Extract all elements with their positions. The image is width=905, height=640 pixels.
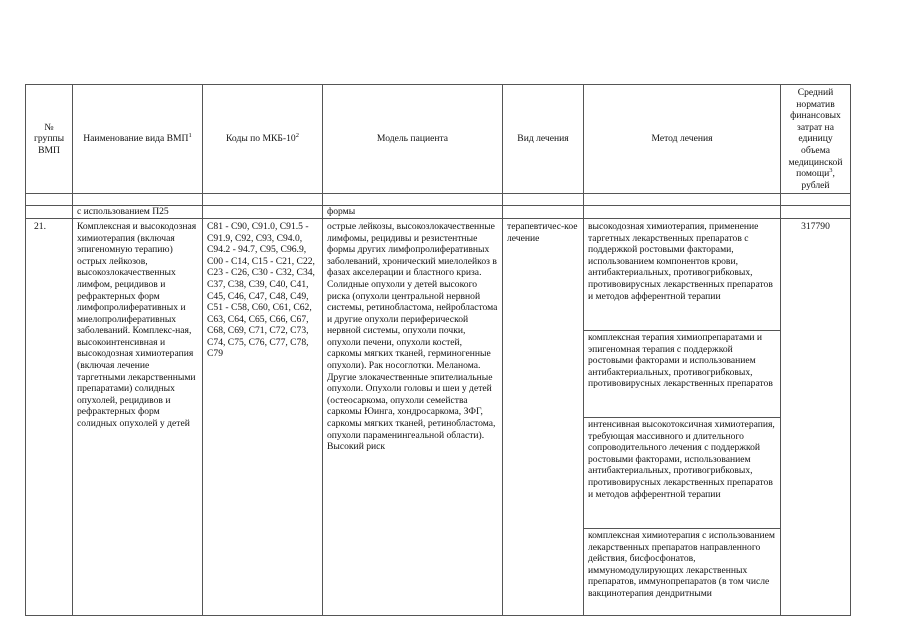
method-cell-4: комплексная химиотерапия с использованием лекарственных препаратов направленного действия, бисфосфонатов, иммуномодулирующих лекарственных препаратов, иммунопрепаратов (в том числе вакцинотерапия дендритными <box>584 528 781 615</box>
group-number-cell: 21. <box>26 218 73 615</box>
continuation-row <box>26 206 851 219</box>
method-cell-1: высокодозная химиотерапия, применение таргетных лекарственных препаратов с поддержкой ростовыми факторами, использованием компонентов крови, антибактериальных, противогрибковых, противовирусных лекарственных препаратов и методов афферентной терапии <box>584 218 781 330</box>
continuation-cost-cell <box>781 206 851 219</box>
continuation-model-cell: формы <box>323 206 503 219</box>
treatment-type-cell: терапевтичес-кое лечение <box>503 218 584 615</box>
continuation-num-cell <box>26 206 73 219</box>
blank-cell <box>503 194 584 206</box>
header-vmp-name: Наименование вида ВМП$^1$ <box>73 85 203 194</box>
continuation-method-cell <box>584 206 781 219</box>
continuation-name-cell: с использованием П25 <box>73 206 203 219</box>
average-cost-cell: 317790 <box>781 218 851 615</box>
blank-row <box>26 194 851 206</box>
continuation-codes-cell <box>203 206 323 219</box>
blank-cell <box>203 194 323 206</box>
header-average-cost: Средний норматив финансовых затрат на единицу объема медицинской помощи$^3$, рублей <box>781 85 851 194</box>
vmp-table <box>25 84 851 616</box>
header-treatment-method: Метод лечения <box>584 85 781 194</box>
method-cell-3: интенсивная высокотоксичная химиотерапия, требующая массивного и длительного сопроводительного лечения с поддержкой ростовыми факторами, использованием антибактериальных, противогрибковых, противовирусных лекарственных препаратов и методов афферентной терапии <box>584 417 781 528</box>
header-treatment-type: Вид лечения <box>503 85 584 194</box>
blank-cell <box>26 194 73 206</box>
table-header-row <box>26 85 851 194</box>
continuation-type-cell <box>503 206 584 219</box>
method-cell-2: комплексная терапия химиопрепаратами и эпигеномная терапия с поддержкой ростовыми факторами и использованием антибактериальных, противогрибковых, противовирусных лекарственных препаратов <box>584 330 781 417</box>
header-group-number: № группы ВМП <box>26 85 73 194</box>
patient-model-cell: острые лейкозы, высокозлокачественные лимфомы, рецидивы и резистентные формы других лимфопролиферативных заболеваний, хронический миелолейкоз в фазах акселерации и бластного криза. Солидные опухоли у детей высокого риска (опухоли центральной нервной системы, ретинобластома, нейробластома и другие опухоли периферической нервной системы, опухоли почки, опухоли печени, опухоли костей, саркомы мягких тканей, герминогенные опухоли). Рак носоглотки. Меланома. Другие злокачественные эпителиальные опухоли. Опухоли головы и шеи у детей (остеосаркома, опухоли семейства саркомы Юинга, хондросаркома, ЗФГ, саркомы мягких тканей, ретинобластома, опухоли параменингеальной области). Высокий риск <box>323 218 503 615</box>
blank-cell <box>781 194 851 206</box>
table-row <box>26 218 851 330</box>
header-icd-codes: Коды по МКБ-$10^2$ <box>203 85 323 194</box>
blank-cell <box>73 194 203 206</box>
vmp-name-cell: Комплексная и высокодозная химиотерапия (включая эпигеномную терапию) острых лейкозов, высокозлокачественных лимфом, рецидивов и рефрактерных форм лимфопролиферативных и миелопролиферативных заболеваний. Комплекс-ная, высокоинтенсивная и высокодозная химиотерапия (включая лечение таргетными лекарственными препаратами) солидных опухолей, рецидивов и рефрактерных форм солидных опухолей у детей <box>73 218 203 615</box>
blank-cell <box>323 194 503 206</box>
icd-codes-cell: C81 - C90, C91.0, C91.5 - C91.9, C92, C93, C94.0, C94.2 - 94.7, C95, C96.9, C00 - C14, C15 - C21, C22, C23 - C26, C30 - C32, C34, C37, C38, C39, C40, C41, C45, C46, C47, C48, C49, C51 - C58, C60, C61, C62, C63, C64, C65, C66, C67, C68, C69, C71, C72, C73, C74, C75, C76, C77, C78, C79 <box>203 218 323 615</box>
header-patient-model: Модель пациента <box>323 85 503 194</box>
blank-cell <box>584 194 781 206</box>
